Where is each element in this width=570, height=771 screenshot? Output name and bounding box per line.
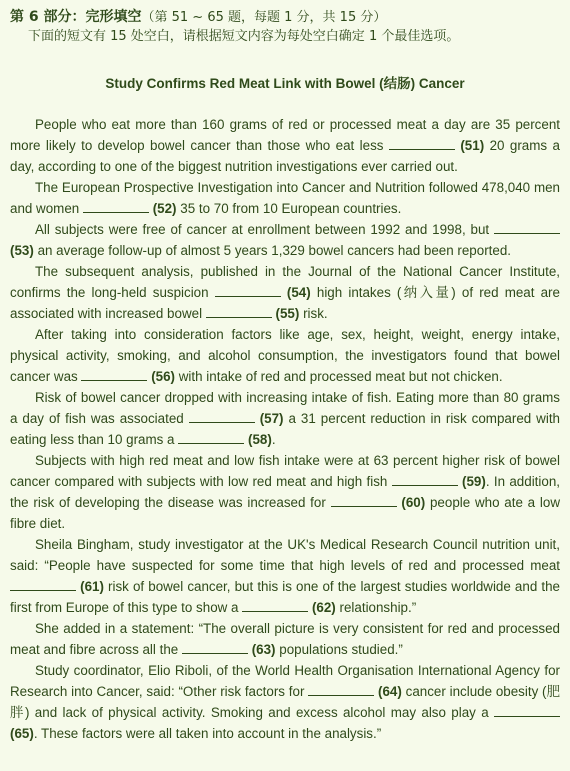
- question-number-65: (65): [10, 726, 34, 741]
- blank-55[interactable]: [206, 305, 272, 318]
- paragraph-1: People who eat more than 160 grams of red or processed meat a day are 35 percent more likely to develop bowel cancer than those who eat less (51) 20 grams a day, according to one of the biggest nutrition investigations ever carried out.: [10, 117, 560, 174]
- blank-62[interactable]: [242, 599, 308, 612]
- blank-52[interactable]: [83, 200, 149, 213]
- blank-61[interactable]: [10, 578, 76, 591]
- blank-65[interactable]: [494, 704, 560, 717]
- question-number-62: (62): [311, 600, 336, 615]
- paragraph-10: Study coordinator, Elio Riboli, of the World Health Organisation International Agency for Research into Cancer, said: “Other risk factors for (64) cancer include obesity (肥胖) and lack of physical activity. Smoking and excess alcohol may also play a (65). These factors were all taken into account in the analysis.”: [10, 663, 560, 741]
- blank-64[interactable]: [308, 683, 374, 696]
- blank-57[interactable]: [189, 410, 255, 423]
- question-number-57: (57): [259, 411, 284, 426]
- paragraph-9: She added in a statement: “The overall picture is very consistent for red and processed meat and fibre across all the (63) populations studied.”: [10, 621, 560, 657]
- paragraph-7: Subjects with high red meat and low fish intake were at 63 percent higher risk of bowel cancer compared with subjects with low red meat and high fish (59). In addition, the risk of developing the disease was increased for (60) people who ate a low fibre diet.: [10, 453, 560, 531]
- paragraph-3: All subjects were free of cancer at enrollment between 1992 and 1998, but (53) an average follow-up of almost 5 years 1,329 bowel cancers had been reported.: [10, 219, 560, 261]
- question-number-64: (64): [378, 684, 402, 699]
- question-number-61: (61): [80, 579, 104, 594]
- blank-54[interactable]: [215, 284, 281, 297]
- blank-60[interactable]: [331, 494, 397, 507]
- paragraph-8: Sheila Bingham, study investigator at the UK's Medical Research Council nutrition unit, said: “People have suspected for some time that high levels of red and processed meat (61) risk of bowel cancer, but this is one of the largest studies worldwide and the first from Europe of this type to show a (62) relationship.”: [10, 537, 560, 615]
- paragraph-4: The subsequent analysis, published in the Journal of the National Cancer Institute, confirms the long-held suspicion (54) high intakes (纳入量) of red meat are associated with increased bowel (55) risk.: [10, 264, 560, 321]
- blank-59[interactable]: [392, 473, 458, 486]
- question-number-63: (63): [251, 642, 276, 657]
- blank-56[interactable]: [81, 368, 147, 381]
- question-number-51: (51): [460, 138, 485, 153]
- question-number-59: (59): [462, 474, 486, 489]
- blank-63[interactable]: [182, 641, 248, 654]
- section-header: [10, 8, 560, 27]
- paragraph-2: The European Prospective Investigation into Cancer and Nutrition followed 478,040 men and women (52) 35 to 70 from 10 European countries.: [10, 180, 560, 216]
- question-number-55: (55): [275, 306, 300, 321]
- question-number-52: (52): [152, 201, 177, 216]
- blank-58[interactable]: [178, 431, 244, 444]
- question-number-60: (60): [401, 495, 426, 510]
- paragraph-5: After taking into consideration factors like age, sex, height, weight, energy intake, physical activity, smoking, and alcohol consumption, the investigators found that bowel cancer was (56) with intake of red and processed meat but not chicken.: [10, 327, 560, 384]
- question-number-53: (53): [10, 243, 34, 258]
- blank-53[interactable]: [494, 221, 560, 234]
- question-number-54: (54): [286, 285, 311, 300]
- instruction-text: 下面的短文有 15 处空白，请根据短文内容为每处空白确定 1 个最佳选项。: [28, 29, 460, 44]
- section-title: 第 6 部分：完形填空: [10, 9, 142, 25]
- paragraph-6: Risk of bowel cancer dropped with increasing intake of fish. Eating more than 80 grams a day of fish was associated (57) a 31 percent reduction in risk compared with eating less than 10 grams a (58).: [10, 390, 560, 447]
- question-number-56: (56): [151, 369, 176, 384]
- passage-title: Study Confirms Red Meat Link with Bowel (结肠) Cancer: [105, 76, 465, 91]
- question-number-58: (58): [247, 432, 272, 447]
- blank-51[interactable]: [389, 137, 455, 150]
- section-note: （第 51 ~ 65 题，每题 1 分，共 15 分）: [141, 10, 387, 25]
